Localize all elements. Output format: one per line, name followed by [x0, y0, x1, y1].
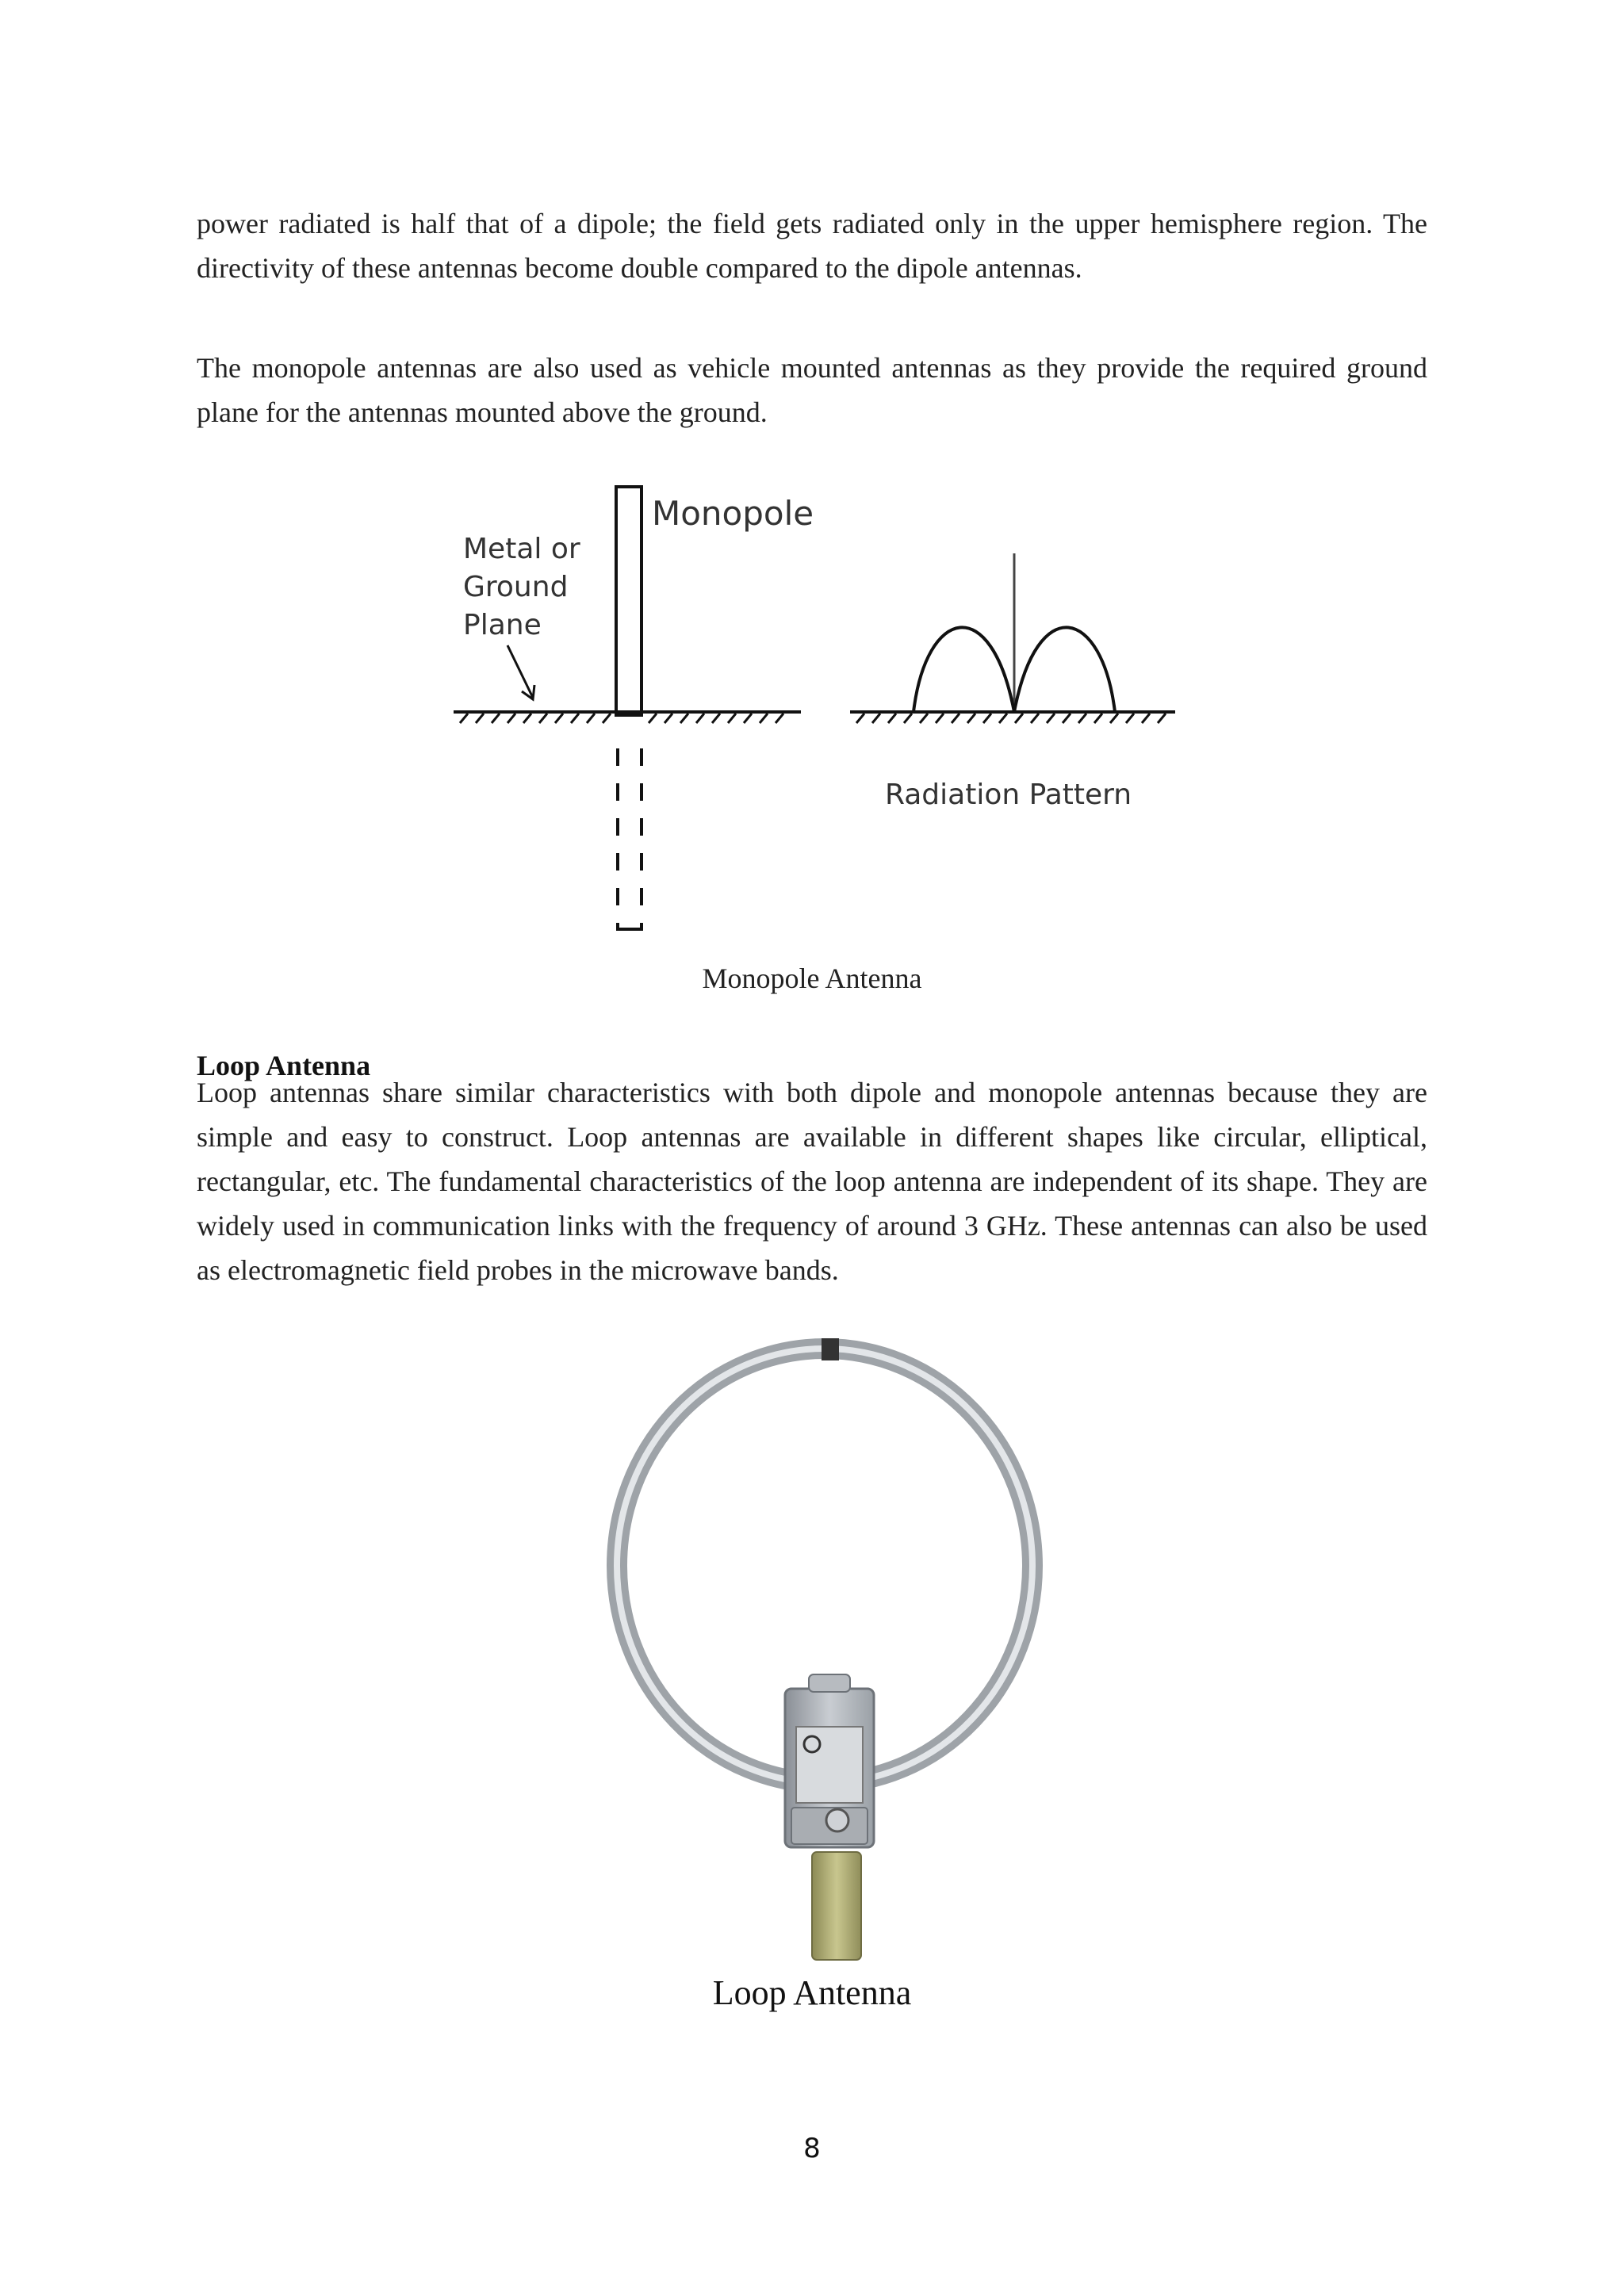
connector-icon — [826, 1809, 848, 1831]
ground-label-1: Metal or — [463, 533, 580, 565]
paragraph-directivity: power radiated is half that of a dipole; the field gets radiated only in the upper hemisphere region. The directivity of these antennas become double compared to the dipole antennas. — [197, 208, 1427, 284]
pattern-label: Radiation Pattern — [885, 779, 1132, 811]
housing-top — [809, 1674, 850, 1692]
paragraph-vehicle-mounted: The monopole antennas are also used as vehicle mounted antennas as they provide the required ground plane for the antennas mounted above the ground. — [197, 352, 1427, 428]
ground-label-3: Plane — [463, 609, 542, 641]
monopole-label: Monopole — [652, 494, 814, 533]
loop-antenna-heading: Loop Antenna — [197, 1050, 371, 1081]
page-number: 8 — [803, 2133, 821, 2164]
handle — [812, 1852, 861, 1960]
ground-label-2: Ground — [463, 571, 569, 603]
paragraph-loop-antenna: Loop antennas share similar characteristics with both dipole and monopole antennas because they are simple and easy to construct. Loop antennas are available in different shapes like circular, elliptical, rectangular, etc. The fundamental characteristics of the loop antenna are independent of its shape. They are widely used in communication links with the frequency of around 3 GHz. These antennas can also be used as electromagnetic field probes in the microwave bands. — [197, 1077, 1427, 1286]
loop-ring-gap — [822, 1338, 839, 1360]
figure2-caption: Loop Antenna — [712, 1973, 912, 2012]
figure1-caption: Monopole Antenna — [702, 962, 922, 994]
